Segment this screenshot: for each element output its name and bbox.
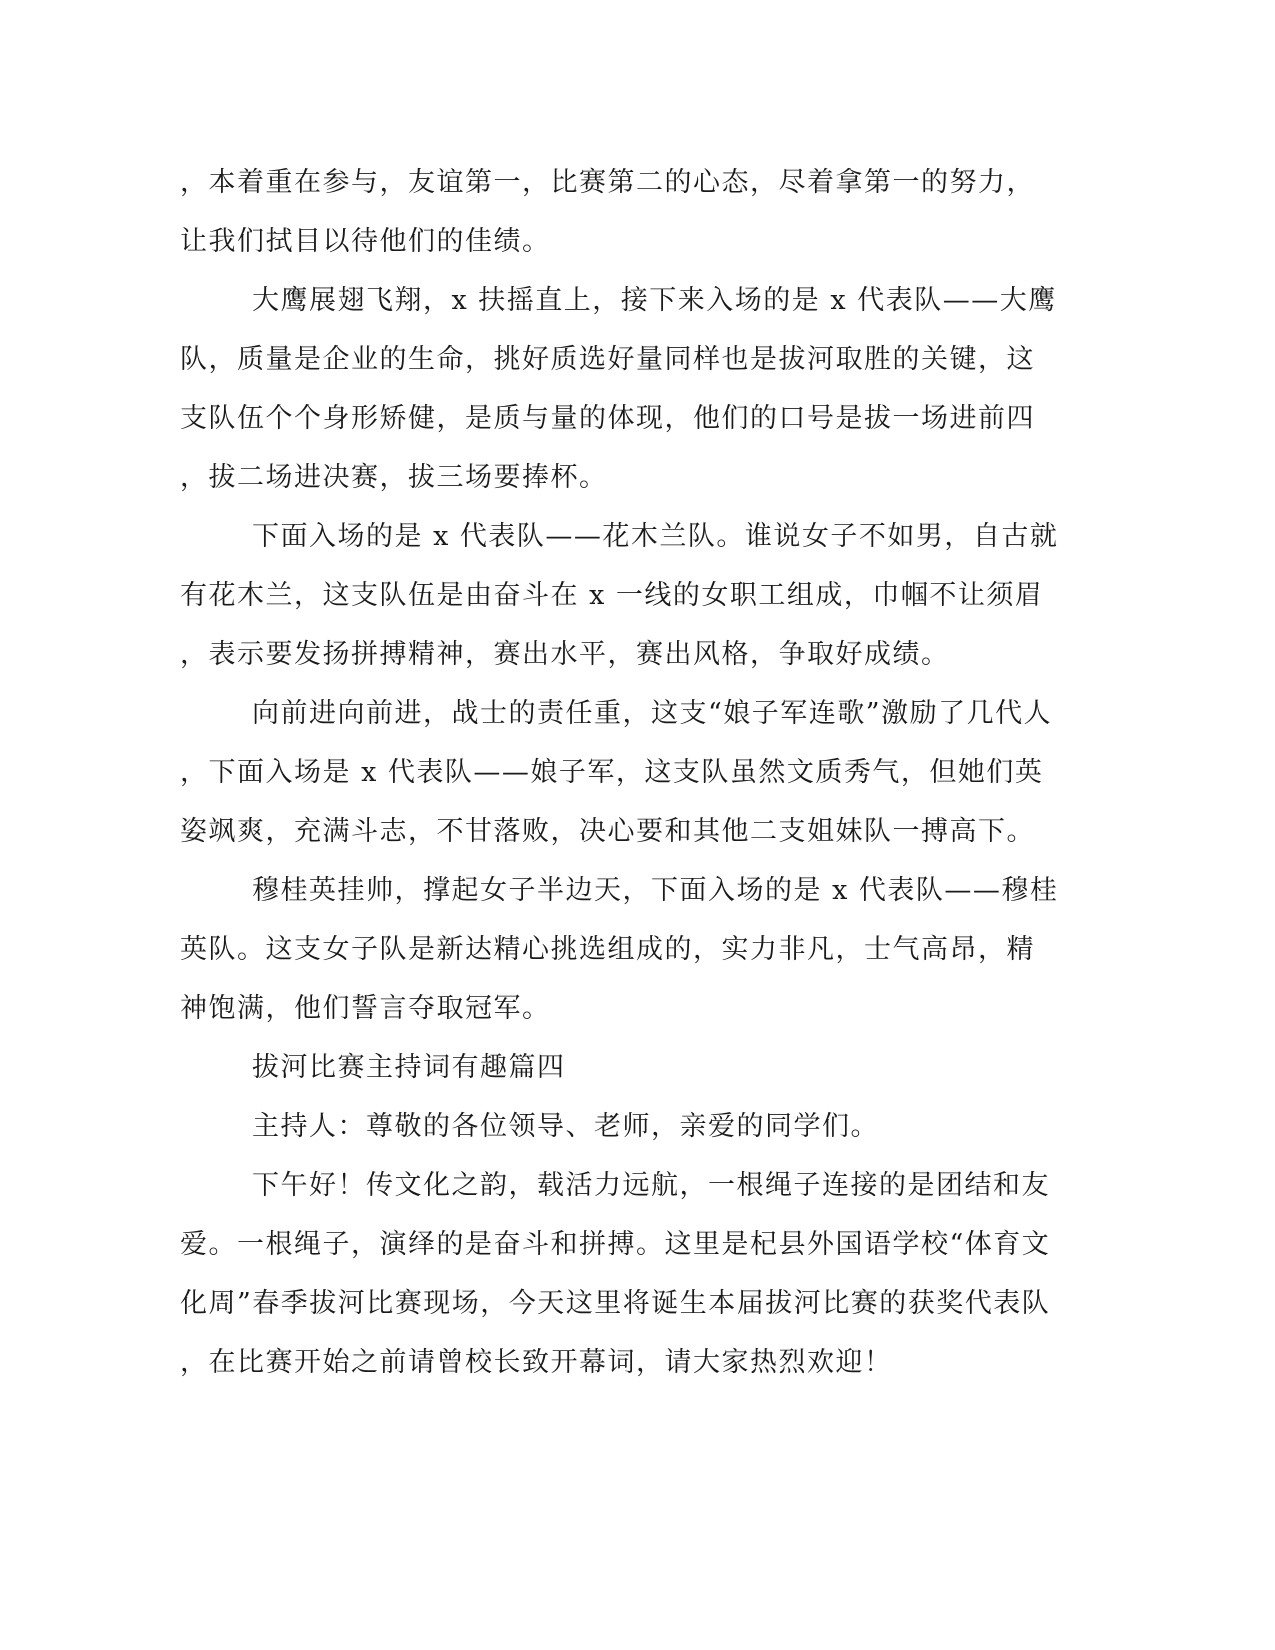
section-heading: 拔河比赛主持词有趣篇四 bbox=[252, 1052, 566, 1083]
text-line: 让我们拭目以待他们的佳绩。 bbox=[180, 226, 551, 257]
paragraph-start-line: 向前进向前进，战士的责任重，这支“娘子军连歌”激励了几代人 bbox=[252, 698, 1053, 729]
text-line: ，表示要发扬拼搏精神，赛出水平，赛出风格，争取好成绩。 bbox=[180, 639, 950, 670]
text-line: 化周”春季拔河比赛现场，今天这里将诞生本届拔河比赛的获奖代表队 bbox=[180, 1288, 1051, 1319]
text-line: 队，质量是企业的生命，挑好质选好量同样也是拔河取胜的关键，这 bbox=[180, 344, 1035, 375]
document-body bbox=[180, 153, 1059, 1392]
text-line: ，在比赛开始之前请曾校长致开幕词，请大家热烈欢迎！ bbox=[180, 1347, 893, 1378]
paragraph-start-line: 下面入场的是 x 代表队——花木兰队。谁说女子不如男，自古就 bbox=[252, 521, 1059, 552]
text-line: ，本着重在参与，友谊第一，比赛第二的心态，尽着拿第一的努力， bbox=[180, 167, 1035, 198]
paragraph-start-line: 下午好！传文化之韵，载活力远航，一根绳子连接的是团结和友 bbox=[252, 1170, 1050, 1201]
text-line: 爱。一根绳子，演绎的是奋斗和拼搏。这里是杞县外国语学校“体育文 bbox=[180, 1229, 1051, 1260]
paragraph-start-line: 大鹰展翅飞翔，x 扶摇直上，接下来入场的是 x 代表队——大鹰 bbox=[252, 285, 1057, 316]
paragraph-start-line: 主持人：尊敬的各位领导、老师，亲爱的同学们。 bbox=[252, 1111, 879, 1142]
text-line: ，下面入场是 x 代表队——娘子军，这支队虽然文质秀气，但她们英 bbox=[180, 757, 1044, 788]
text-line: 神饱满，他们誓言夺取冠军。 bbox=[180, 993, 551, 1024]
text-line: ，拔二场进决赛，拔三场要捧杯。 bbox=[180, 462, 608, 493]
text-line: 有花木兰，这支队伍是由奋斗在 x 一线的女职工组成，巾帼不让须眉 bbox=[180, 580, 1044, 611]
text-line: 姿飒爽，充满斗志，不甘落败，决心要和其他二支姐妹队一搏高下。 bbox=[180, 816, 1035, 847]
text-line: 英队。这支女子队是新达精心挑选组成的，实力非凡，士气高昂，精 bbox=[180, 934, 1035, 965]
paragraph-start-line: 穆桂英挂帅，撑起女子半边天，下面入场的是 x 代表队——穆桂 bbox=[252, 875, 1059, 906]
text-line: 支队伍个个身形矫健，是质与量的体现，他们的口号是拔一场进前四 bbox=[180, 403, 1035, 434]
